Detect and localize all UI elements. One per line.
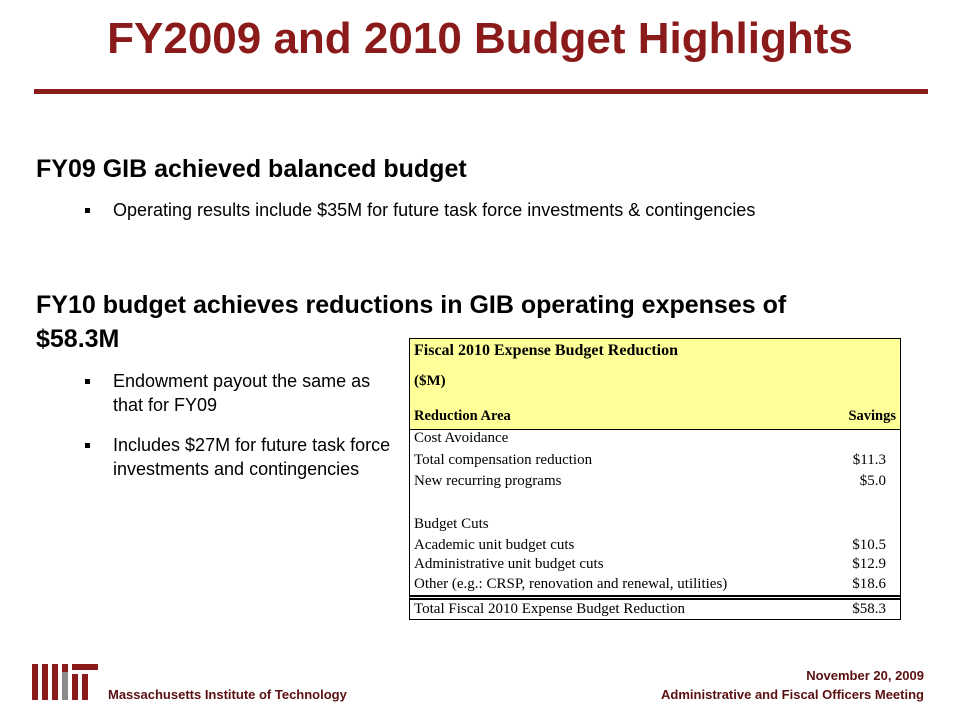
column-header-area: Reduction Area: [414, 408, 511, 424]
row-label: Academic unit budget cuts: [414, 537, 575, 553]
footer-date: November 20, 2009: [806, 668, 924, 683]
bullet-marker: [85, 208, 90, 213]
slide-title: FY2009 and 2010 Budget Highlights: [107, 14, 853, 63]
bullet-item: [85, 369, 385, 417]
section-heading-fy10: FY10 budget achieves reductions in GIB operating expenses of $58.3M: [36, 291, 787, 353]
table-row: [414, 556, 886, 576]
bullet-marker: [85, 443, 90, 448]
section-heading-fy09: FY09 GIB achieved balanced budget: [36, 155, 467, 183]
row-label: Other (e.g.: CRSP, renovation and renewal, utilities): [414, 576, 728, 592]
total-divider: [410, 595, 900, 597]
row-value: $12.9: [852, 556, 886, 572]
group-label: Budget Cuts: [414, 516, 489, 532]
row-label: Total compensation reduction: [414, 452, 593, 468]
bullet-text: Operating results include $35M for future task force investments & contingencies: [113, 200, 756, 220]
expense-reduction-table: [409, 338, 901, 620]
table-row: [414, 473, 886, 493]
row-value: $11.3: [852, 452, 886, 468]
row-label: New recurring programs: [414, 473, 562, 489]
table-row: [414, 452, 886, 472]
bullet-item: [85, 198, 845, 222]
bullet-marker: [85, 379, 90, 384]
total-label: Total Fiscal 2010 Expense Budget Reduction: [414, 601, 685, 617]
table-total-row: [414, 601, 886, 621]
total-value: $58.3: [852, 601, 886, 617]
bullet-text: Includes $27M for future task force investments and contingencies: [113, 435, 391, 479]
footer-meeting: Administrative and Fiscal Officers Meeting: [661, 687, 924, 702]
group-label-cost-avoidance: [414, 430, 886, 450]
table-header: [410, 339, 900, 430]
table-title: Fiscal 2010 Expense Budget Reduction: [414, 342, 679, 359]
footer-meta: [661, 666, 924, 704]
footer-institution: Massachusetts Institute of Technology: [108, 687, 347, 702]
table-row: [414, 576, 886, 596]
group-label-budget-cuts: [414, 516, 886, 536]
table-unit: ($M): [414, 373, 446, 389]
row-value: $10.5: [852, 537, 886, 553]
title-divider: [34, 89, 928, 94]
table-row: [414, 537, 886, 557]
group-label: Cost Avoidance: [414, 430, 509, 446]
column-header-savings: Savings: [848, 408, 896, 424]
bullet-item: [85, 433, 405, 481]
mit-logo-icon: [32, 664, 100, 700]
total-divider: [410, 598, 900, 600]
row-label: Administrative unit budget cuts: [414, 556, 604, 572]
bullet-text: Endowment payout the same as that for FY09: [113, 371, 371, 415]
row-value: $5.0: [859, 473, 886, 489]
row-value: $18.6: [852, 576, 886, 592]
